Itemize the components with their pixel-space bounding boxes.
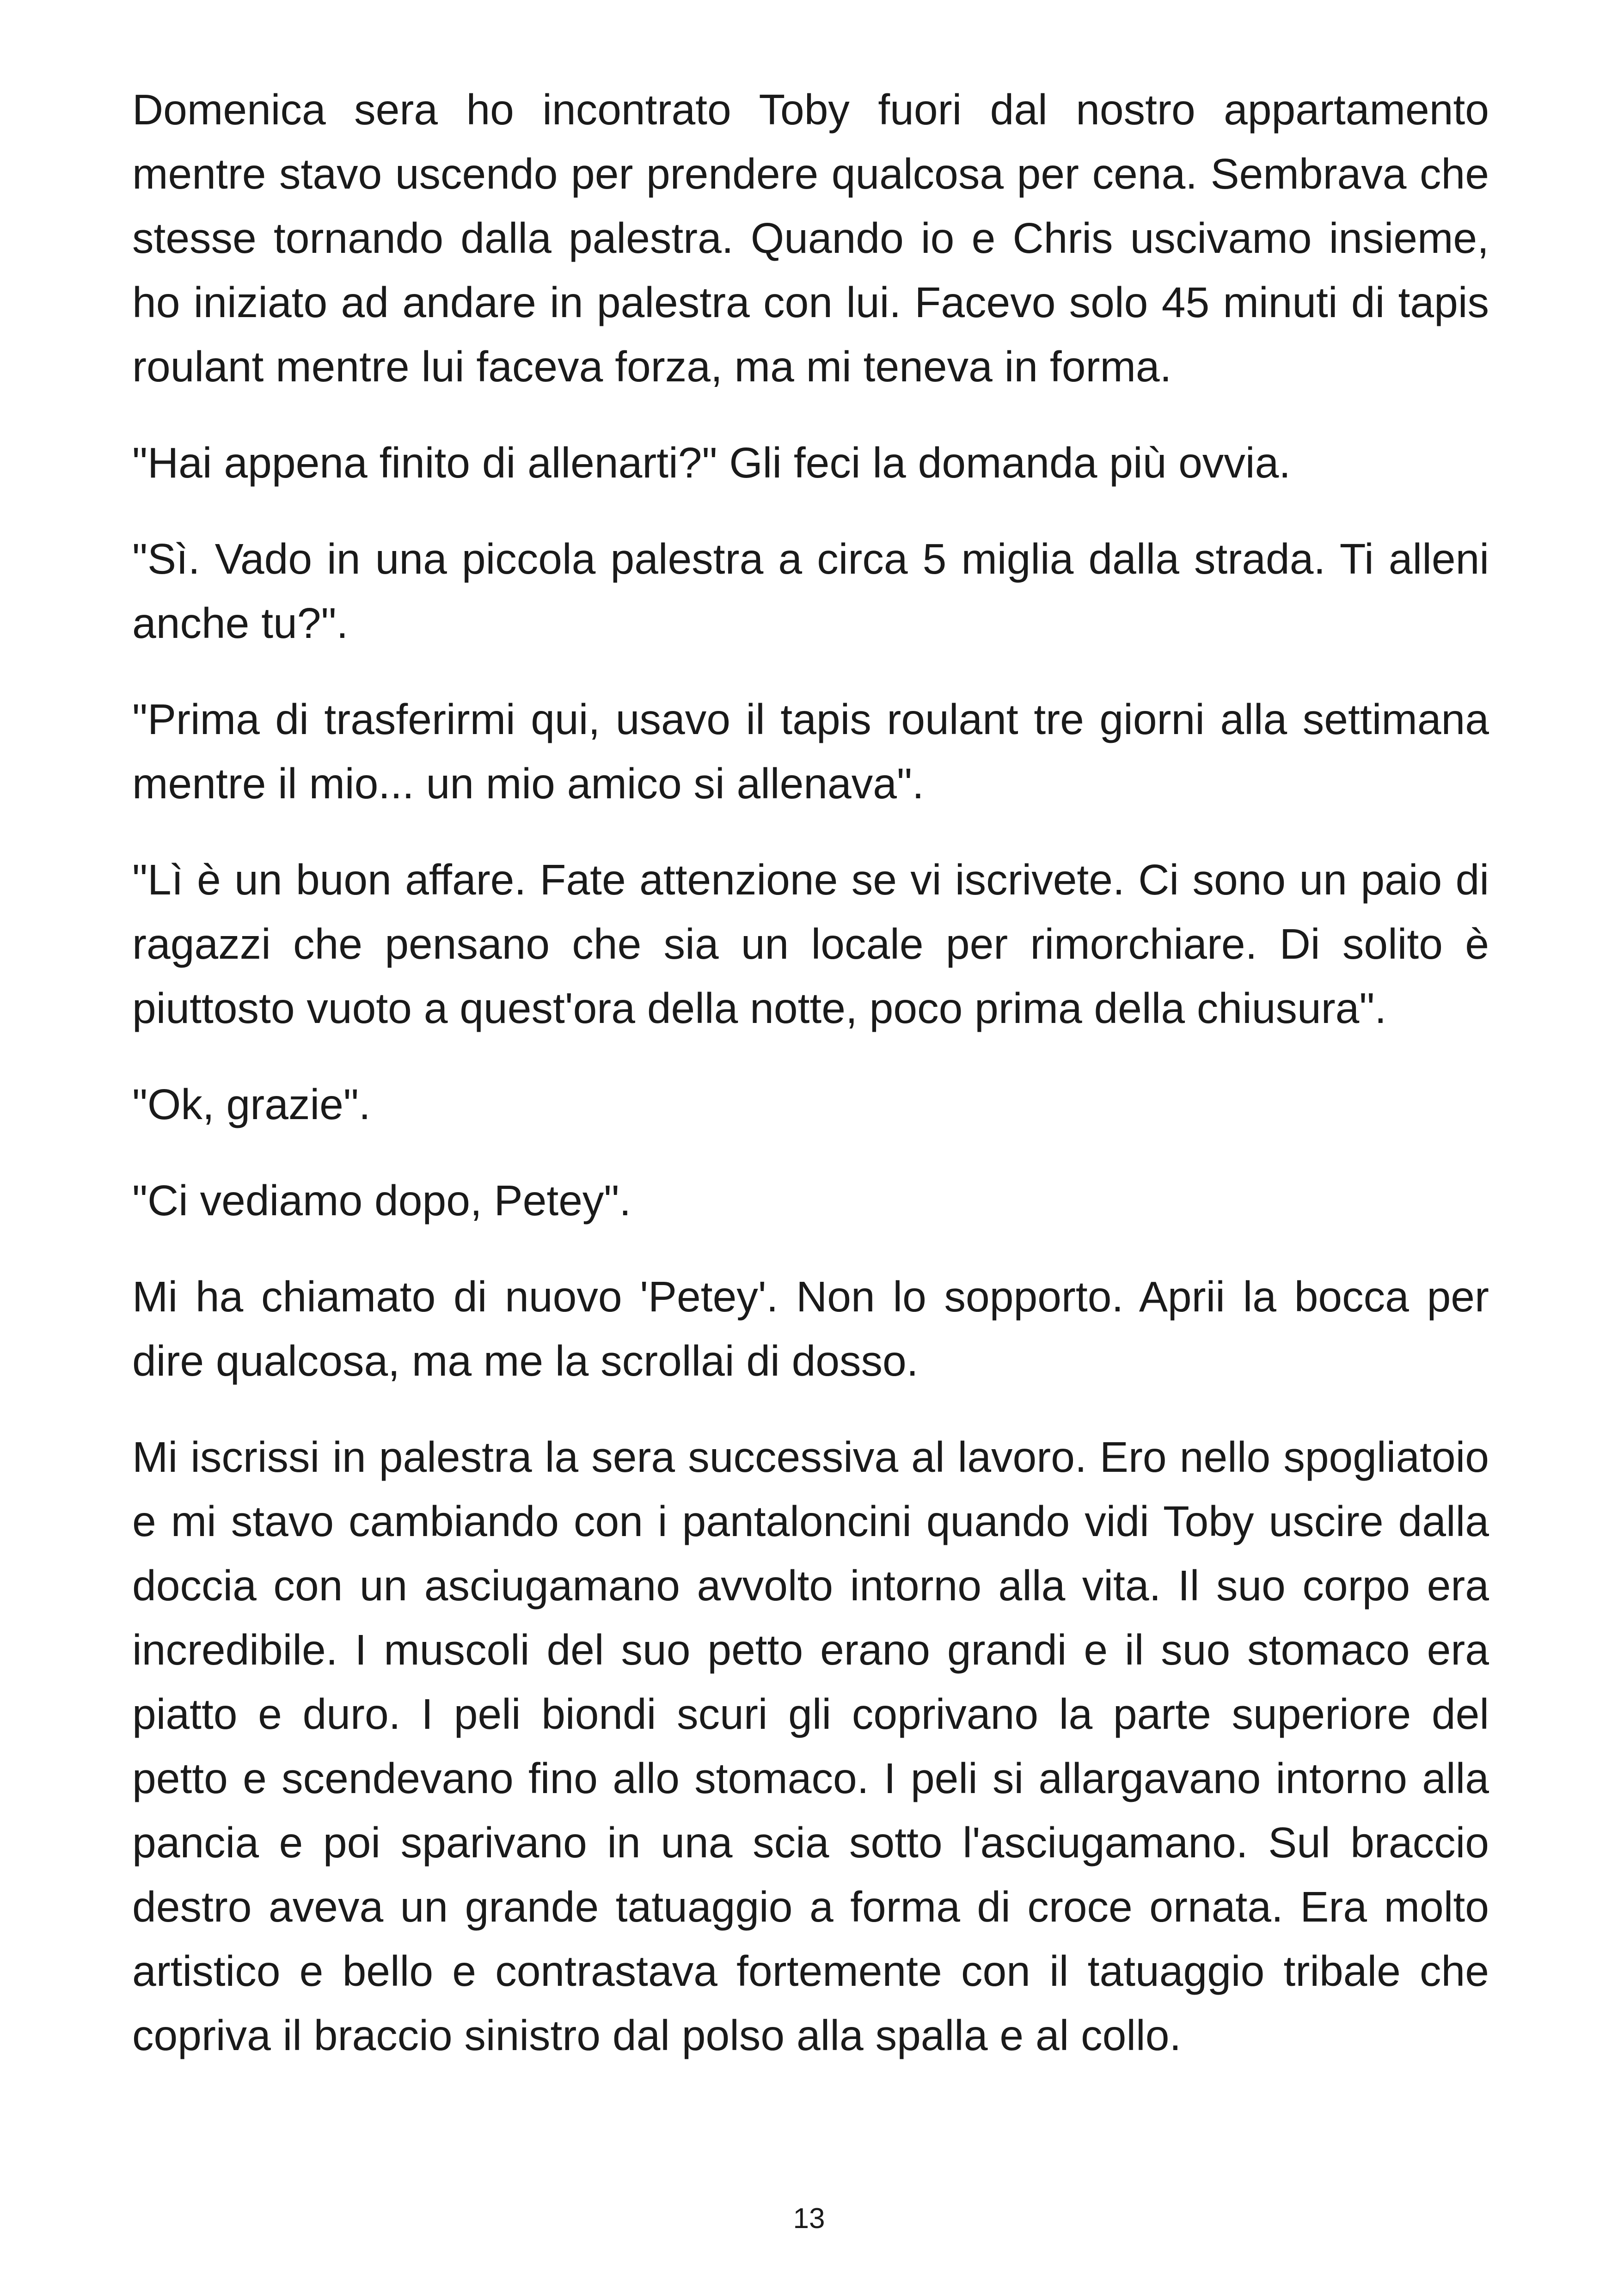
- body-text: [132, 78, 1489, 2068]
- paragraph: "Lì è un buon affare. Fate attenzione se vi iscrivete. Ci sono un paio di ragazzi che pensano che sia un locale per rimorchiare. Di solito è piuttosto vuoto a quest'ora della notte, poco prima della chiusura".: [132, 856, 1489, 1032]
- paragraph: Domenica sera ho incontrato Toby fuori dal nostro appartamento mentre stavo uscendo per prendere qualcosa per cena. Sembrava che stesse tornando dalla palestra. Quando io e Chris uscivamo insieme, ho iniziato ad andare in palestra con lui. Facevo solo 45 minuti di tapis roulant mentre lui faceva forza, ma mi teneva in forma.: [132, 86, 1489, 391]
- paragraph: "Ci vediamo dopo, Petey".: [132, 1176, 631, 1225]
- paragraph: "Hai appena finito di allenarti?" Gli feci la domanda più ovvia.: [132, 439, 1291, 487]
- paragraph: "Ok, grazie".: [132, 1080, 371, 1128]
- page-number: 13: [793, 2203, 825, 2235]
- paragraph: "Prima di trasferirmi qui, usavo il tapis roulant tre giorni alla settimana mentre il mio... un mio amico si allenava".: [132, 695, 1489, 808]
- paragraph: "Sì. Vado in una piccola palestra a circa 5 miglia dalla strada. Ti alleni anche tu?".: [132, 535, 1489, 647]
- paragraph: Mi iscrissi in palestra la sera successiva al lavoro. Ero nello spogliatoio e mi stavo cambiando con i pantaloncini quando vidi Toby uscire dalla doccia con un asciugamano avvolto intorno alla vita. Il suo corpo era incredibile. I muscoli del suo petto erano grandi e il suo stomaco era piatto e duro. I peli biondi scuri gli coprivano la parte superiore del petto e scendevano fino allo stomaco. I peli si allargavano intorno alla pancia e poi sparivano in una scia sotto l'asciugamano. Sul braccio destro aveva un grande tatuaggio a forma di croce ornata. Era molto artistico e bello e contrastava fortemente con il tatuaggio tribale che copriva il braccio sinistro dal polso alla spalla e al collo.: [132, 1433, 1489, 2059]
- paragraph: Mi ha chiamato di nuovo 'Petey'. Non lo sopporto. Aprii la bocca per dire qualcosa, ma me la scrollai di dosso.: [132, 1273, 1489, 1385]
